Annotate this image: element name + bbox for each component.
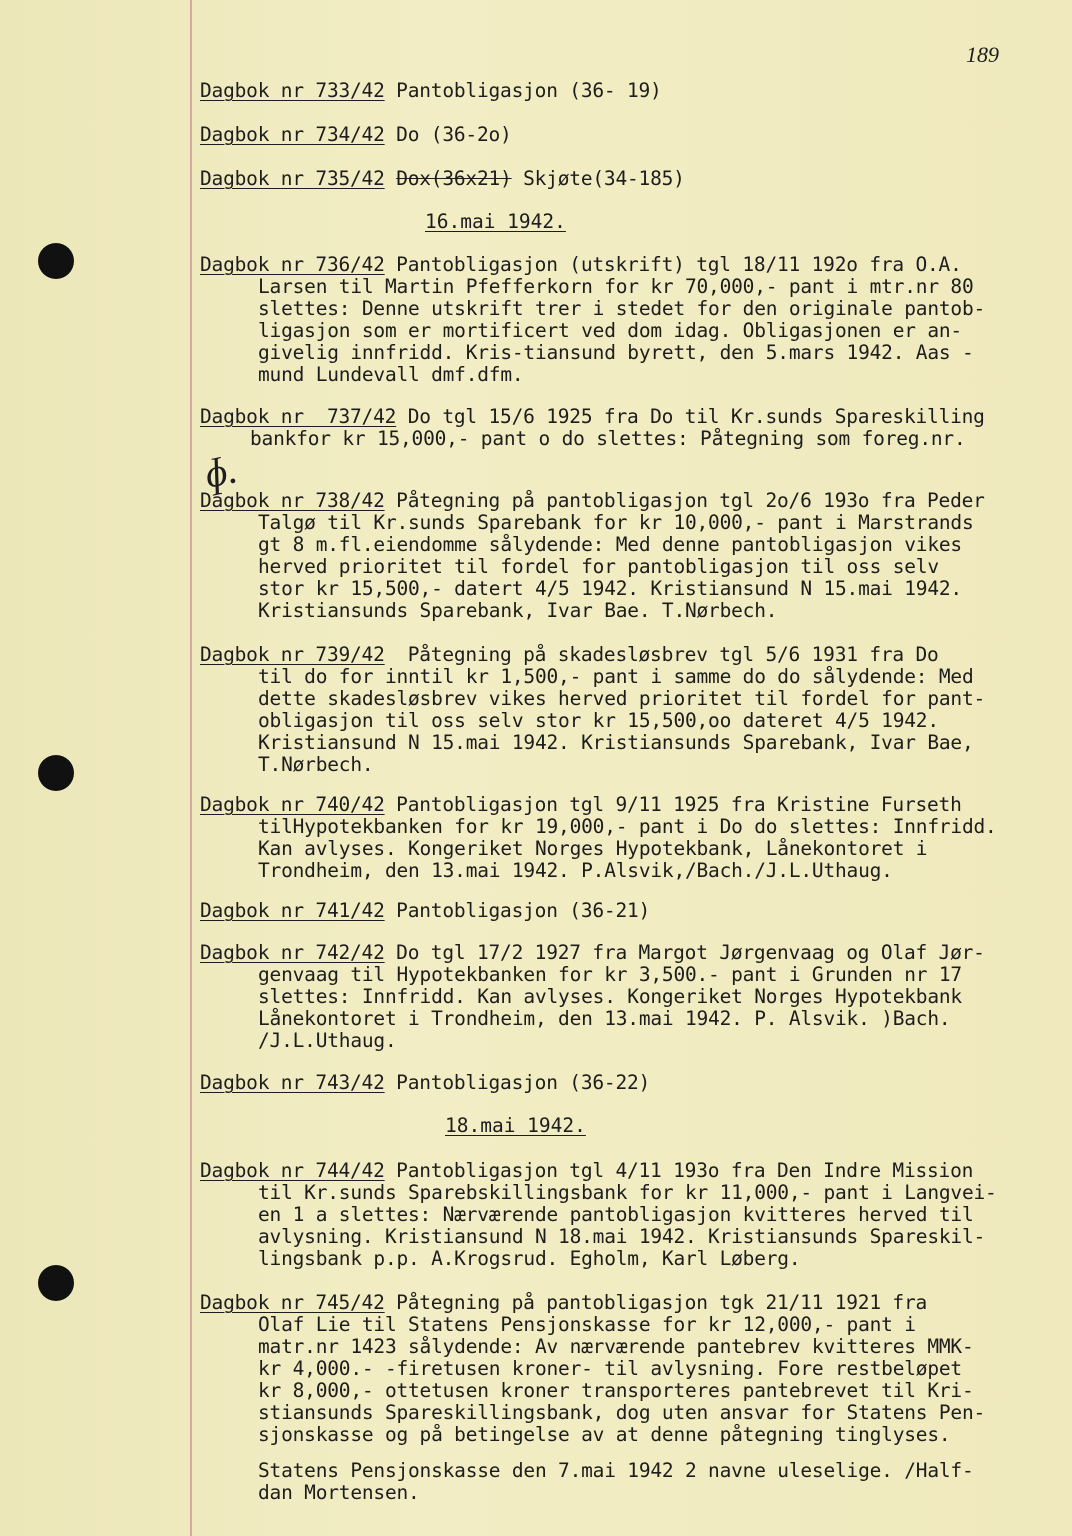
entry-heading: Dagbok nr 735/42 [200, 167, 385, 190]
section-date: 16.mai 1942. [425, 210, 566, 233]
entry-line: Dagbok nr 742/42 Do tgl 17/2 1927 fra Margot Jørgenvaag og Olaf Jør- [200, 941, 985, 964]
entry-line: Kristiansund N 15.mai 1942. Kristiansunds Sparebank, Ivar Bae, [258, 731, 974, 754]
entry-line: Dagbok nr 743/42 Pantobligasjon (36-22) [200, 1071, 651, 1094]
entry-line: matr.nr 1423 sålydende: Av nærværende pantebrev kvitteres MMK- [258, 1335, 974, 1358]
punch-hole [38, 755, 74, 791]
entry-line: Dagbok nr 735/42 Dox(36x21) Skjøte(34-185) [200, 167, 685, 190]
entry-line: T.Nørbech. [258, 753, 374, 776]
entry-line: Kristiansunds Sparebank, Ivar Bae. T.Nørbech. [258, 599, 778, 622]
entry-line: tilHypotekbanken for kr 19,000,- pant i Do do slettes: Innfridd. [258, 815, 997, 838]
handwritten-mark: ɸ. [200, 446, 242, 497]
entry-line: bankfor kr 15,000,- pant o do slettes: Påtegning som foreg.nr. [250, 427, 966, 450]
entry-line: Dagbok nr 736/42 Pantobligasjon (utskrift) tgl 18/11 192o fra O.A. [200, 253, 962, 276]
entry-line: Dagbok nr 741/42 Pantobligasjon (36-21) [200, 899, 651, 922]
entry-heading: Dagbok nr 737/42 [200, 405, 397, 428]
entry-line: dan Mortensen. [258, 1481, 420, 1504]
entry-line: genvaag til Hypotekbanken for kr 3,500.- pant i Grunden nr 17 [258, 963, 962, 986]
entry-line: slettes: Denne utskrift trer i stedet for den originale pantob- [258, 297, 986, 320]
entry-line: gt 8 m.fl.eiendomme sålydende: Med denne pantobligasjon vikes [258, 533, 962, 556]
page-number: 189 [966, 42, 999, 67]
entry-line: /J.L.Uthaug. [258, 1029, 397, 1052]
entry-heading: Dagbok nr 738/42 [200, 489, 385, 512]
entry-line: stor kr 15,500,- datert 4/5 1942. Kristiansund N 15.mai 1942. [258, 577, 962, 600]
entry-line: kr 4,000.- -firetusen kroner- til avlysning. Fore restbeløpet [258, 1357, 962, 1380]
entry-heading: Dagbok nr 739/42 [200, 643, 385, 666]
entry-line: til Kr.sunds Sparebskillingsbank for kr 11,000,- pant i Langvei- [258, 1181, 997, 1204]
entry-line: dette skadesløsbrev vikes herved prioritet til fordel for pant- [258, 687, 986, 710]
entry-line: Dagbok nr 734/42 Do (36-2o) [200, 123, 512, 146]
entry-line: Dagbok nr 744/42 Pantobligasjon tgl 4/11 193o fra Den Indre Mission [200, 1159, 974, 1182]
entry-heading: Dagbok nr 736/42 [200, 253, 385, 276]
entry-line: slettes: Innfridd. Kan avlyses. Kongeriket Norges Hypotekbank [258, 985, 962, 1008]
section-date: 18.mai 1942. [445, 1114, 586, 1137]
entry-line: en 1 a slettes: Nærværende pantobligasjon kvitteres herved til [258, 1203, 974, 1226]
entry-line: obligasjon til oss selv stor kr 15,500,oo dateret 4/5 1942. [258, 709, 939, 732]
entry-heading: Dagbok nr 733/42 [200, 79, 385, 102]
entry-heading: Dagbok nr 740/42 [200, 793, 385, 816]
entry-line: lingsbank p.p. A.Krogsrud. Egholm, Karl Løberg. [258, 1247, 801, 1270]
entry-line: Statens Pensjonskasse den 7.mai 1942 2 navne uleselige. /Half- [258, 1459, 974, 1482]
entry-line: Kan avlyses. Kongeriket Norges Hypotekbank, Lånekontoret i [258, 837, 928, 860]
entry-line: til do for inntil kr 1,500,- pant i samme do do sålydende: Med [258, 665, 974, 688]
margin-line [190, 0, 192, 1536]
entry-line: Lånekontoret i Trondheim, den 13.mai 1942. P. Alsvik. )Bach. [258, 1007, 951, 1030]
entry-line: Dagbok nr 740/42 Pantobligasjon tgl 9/11 1925 fra Kristine Furseth [200, 793, 962, 816]
entry-heading: Dagbok nr 744/42 [200, 1159, 385, 1182]
entry-heading: Dagbok nr 742/42 [200, 941, 385, 964]
entry-line: Dagbok nr 733/42 Pantobligasjon (36- 19) [200, 79, 662, 102]
entry-line: avlysning. Kristiansund N 18.mai 1942. Kristiansunds Spareskil- [258, 1225, 986, 1248]
entry-line: ligasjon som er mortificert ved dom idag. Obligasjonen er an- [258, 319, 962, 342]
entry-line: Talgø til Kr.sunds Sparebank for kr 10,000,- pant i Marstrands [258, 511, 974, 534]
struck-text: Dox(36x21) [396, 167, 512, 190]
entry-line: herved prioritet til fordel for pantobligasjon til oss selv [258, 555, 939, 578]
entry-heading: Dagbok nr 741/42 [200, 899, 385, 922]
entry-line: Dagbok nr 739/42 Påtegning på skadesløsbrev tgl 5/6 1931 fra Do [200, 643, 939, 666]
entry-line: Dagbok nr 745/42 Påtegning på pantobligasjon tgk 21/11 1921 fra [200, 1291, 928, 1314]
entry-line: mund Lundevall dmf.dfm. [258, 363, 524, 386]
entry-line: Dagbok nr 737/42 Do tgl 15/6 1925 fra Do til Kr.sunds Spareskilling [200, 405, 985, 428]
entry-heading: Dagbok nr 734/42 [200, 123, 385, 146]
punch-hole [38, 1265, 74, 1301]
entry-line: Dagbok nr 738/42 Påtegning på pantobligasjon tgl 2o/6 193o fra Peder [200, 489, 985, 512]
entry-line: Olaf Lie til Statens Pensjonskasse for kr 12,000,- pant i [258, 1313, 916, 1336]
entry-line: sjonskasse og på betingelse av at denne påtegning tinglyses. [258, 1423, 951, 1446]
entry-line: Larsen til Martin Pfefferkorn for kr 70,000,- pant i mtr.nr 80 [258, 275, 974, 298]
entry-line: stiansunds Spareskillingsbank, dog uten ansvar for Statens Pen- [258, 1401, 986, 1424]
entry-heading: Dagbok nr 743/42 [200, 1071, 385, 1094]
entry-line: Trondheim, den 13.mai 1942. P.Alsvik,/Bach./J.L.Uthaug. [258, 859, 893, 882]
entry-heading: Dagbok nr 745/42 [200, 1291, 385, 1314]
entry-line: kr 8,000,- ottetusen kroner transporteres pantebrevet til Kri- [258, 1379, 974, 1402]
punch-hole [38, 243, 74, 279]
entry-line: givelig innfridd. Kris-tiansund byrett, den 5.mars 1942. Aas - [258, 341, 974, 364]
